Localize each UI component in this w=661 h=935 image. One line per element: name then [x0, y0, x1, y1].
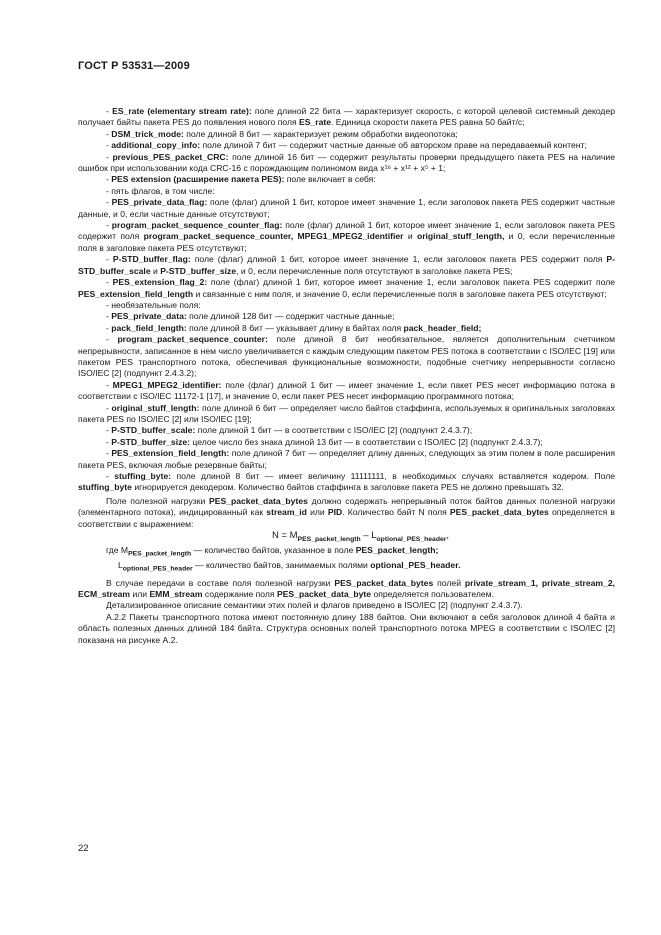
- paragraph-detailed-semantics: Детализированное описание семантики этих полей и флагов приведено в ISO/IEC [2] (подпункт 2.4.3.7).: [106, 600, 523, 611]
- paragraph-stuffing-byte: - stuffing_byte: поле длиной 8 бит — имеет величину 11111111, в необходимых случаях вставляется кодером. Поле stuffing_byte игнорируется декодером. Количество байтов стаффинга в заголовке пакета PES не должно превышать 32.: [78, 471, 615, 493]
- paragraph-pes-extension-flag-2: - PES_extension_flag_2: поле (флаг) длиной 1 бит, которое имеет значение 1, если заголовок пакета PES содержит поле PES_extension_field_length и связанные с ним поля, и значение 0, если перечисленные поля в заголовке пакета PES отсутствуют;: [78, 277, 615, 299]
- paragraph-mpeg1-mpeg2-identifier: - MPEG1_MPEG2_identifier: поле (флаг) длиной 1 бит — имеет значение 1, если пакет PES несет информацию потока в соответствии с ISO/IEC 11172-1 [17], и значение 0, если пакет PES несет информацию программного потока;: [78, 379, 616, 402]
- paragraph-pack-field-length: - pack_field_length: поле длиной 8 бит — указывает длину в байтах поля pack_header_field;: [106, 322, 482, 333]
- paragraph-original-stuff-length: - original_stuff_length: поле длиной 6 бит — определяет число байтов стаффинга, используемых в оригинальных заголовках пакета PES по ISO/IEC [2] или ISO/IEC [19];: [78, 402, 615, 424]
- paragraph-five-flags: - пять флагов, в том числе:: [106, 185, 215, 196]
- document-standard-header: ГОСТ Р 53531—2009: [78, 60, 190, 72]
- paragraph-pes-extension: - PES extension (расширение пакета PES): поле включает в себя:: [106, 174, 376, 185]
- page-number: 22: [78, 843, 89, 854]
- paragraph-p-std-buffer-scale: - P-STD_buffer_scale: поле длиной 1 бит — в соответствии с ISO/IEC [2] (подпункт 2.4.3.7);: [106, 425, 473, 436]
- paragraph-pes-private-data: - PES_private_data: поле длиной 128 бит — содержит частные данные;: [106, 311, 395, 322]
- paragraph-program-packet-seq-counter-flag: - program_packet_sequence_counter_flag: поле (флаг) длиной 1 бит, которое имеет значение 1, если заголовок пакета PES содержит поля program_packet_sequence_counter, MPEG1_MPEG2_identifier и original_stuff_length, и 0, если перечисленные поля в заголовке пакета PES отсутствуют;: [78, 220, 616, 253]
- document-body: [78, 106, 615, 646]
- definition-m: где $M_{PES\_packet\_length}$ — количество байтов, указанное в поле PES_packet_length;: [106, 545, 439, 559]
- paragraph-previous-pes-crc: - previous_PES_packet_CRC: поле длиной 16 бит — содержит результаты проверки предыдущего пакета PES на наличие ошибок при использовании кода CRC-16 с порождающим полиномом вида x¹⁶ + x¹² + x⁵ + 1;: [78, 151, 615, 174]
- paragraph-private-streams: В случае передачи в составе поля полезной нагрузки PES_packet_data_bytes полей private_stream_1, private_stream_2, ECM_stream или EMM_stream содержание поля PES_packet_data_byte определяется пользователем.: [78, 577, 615, 599]
- paragraph-dsm-trick-mode: - DSM_trick_mode: поле длиной 8 бит — характеризует режим обработки видеопотока;: [106, 128, 458, 139]
- paragraph-additional-copy-info: - additional_copy_info: поле длиной 7 бит — содержит частные данные об авторском праве на передаваемый контент;: [106, 140, 587, 151]
- paragraph-p-std-buffer-flag: - P-STD_buffer_flag: поле (флаг) длиной 1 бит, которое имеет значение 1, если заголовок пакета PES содержит поля P-STD_buffer_scale и P-STD_buffer_size, и 0, если перечисленные поля отсутствуют в заголовке пакета PES;: [78, 254, 615, 276]
- paragraph-payload: Поле полезной нагрузки PES_packet_data_bytes должно содержать непрерывный поток байтов данных полезной нагрузки (элементарного потока), индицированный как stream_id или PID. Количество байт N поля PES_packet_data_bytes определяется в соответствии с выражением:: [78, 495, 615, 529]
- paragraph-a-2-2: А.2.2 Пакеты транспортного потока имеют постоянную длину 188 байтов. Они включают в себя заголовок длиной 4 байта и область полезных данных длиной 184 байта. Структура основных полей транспортного потока MPEG в соответствии с ISO/IEC [2] показана на рисунке А.2.: [78, 611, 615, 645]
- paragraph-es-rate: - ES_rate (elementary stream rate): поле длиной 22 бита — характеризует скорость, с которой целевой системный декодер получает байты пакета PES до появления нового поля ES_rate. Единица скорости пакета PES равна 50 байт/с;: [78, 106, 616, 128]
- paragraph-pes-private-data-flag: - PES_private_data_flag: поле (флаг) длиной 1 бит, которое имеет значение 1, если заголовок пакета PES содержит частные данные, и 0, если частные данные отсутствуют;: [78, 197, 616, 219]
- definition-l: $L_{optional\_PES\_header}$ — количество байтов, занимаемых полями optional_PES_header.: [118, 560, 461, 574]
- formula-payload-bytes: $N = M_{PES\_packet\_length} - L_{optional\_PES\_header}$,: [271, 530, 450, 543]
- paragraph-pes-extension-field-length: - PES_extension_field_length: поле длиной 7 бит — определяет длину данных, следующих за этим полем в поле расширения пакета PES, включая любые резервные байты;: [78, 448, 616, 470]
- paragraph-program-packet-seq-counter: - program_packet_sequence_counter: поле длиной 8 бит необязательное, является дополнительным счетчиком непрерывности, записанное в нем число увеличивается с каждым следующим пакетом PES потока в соответствии с ISO/IEC [19] или пакетом PES транспортного потока, обеспечивая функциональные возможности, подобные счетчику непрерывности согласно ISO/IEC [2] (подпункт 2.4.3.2);: [78, 334, 615, 379]
- paragraph-p-std-buffer-size: - P-STD_buffer_size: целое число без знака длиной 13 бит — в соответствии с ISO/IEC [2] (подпункт 2.4.3.7);: [106, 436, 543, 447]
- paragraph-optional-fields: - необязательные поля:: [106, 299, 201, 310]
